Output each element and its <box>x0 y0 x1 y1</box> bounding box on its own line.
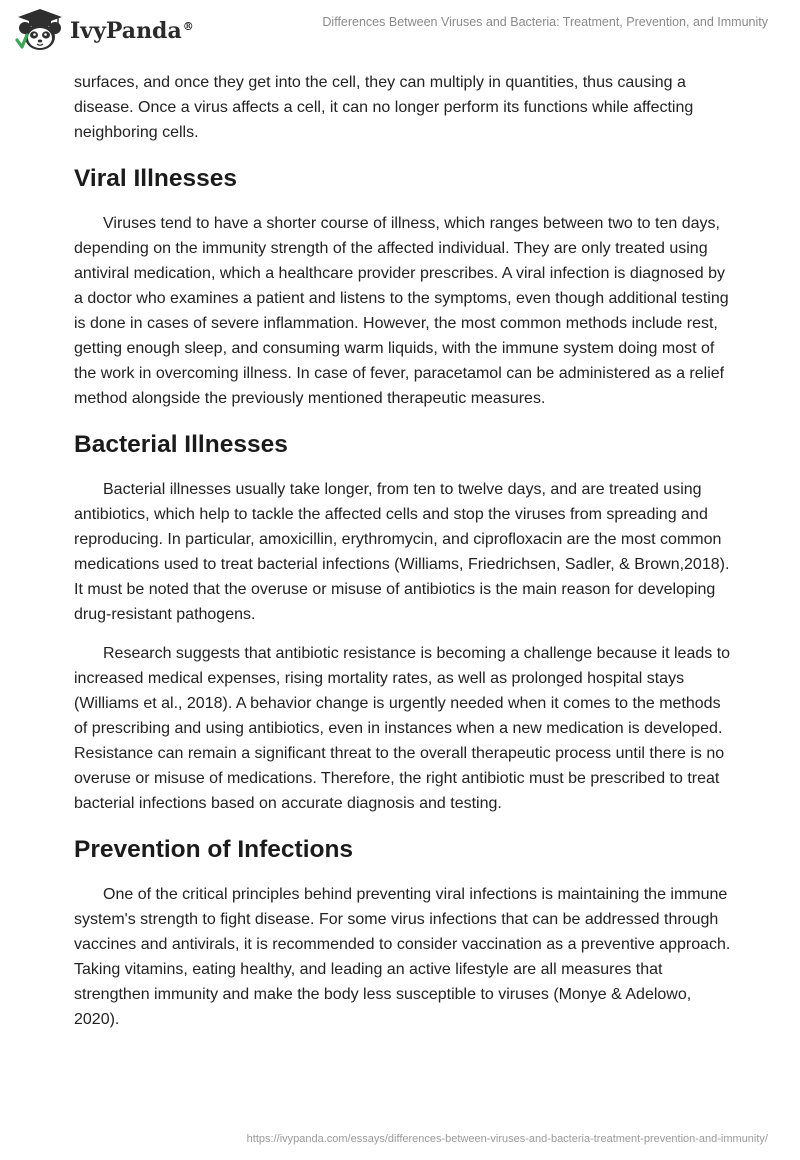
viral-paragraph: Viruses tend to have a shorter course of illness, which ranges between two to ten days, depending on the immunity strength of the affected individual. They are only treated using antiviral medication, which a healthcare provider prescribes. A viral infection is diagnosed by a doctor who examines a patient and listens to the symptoms, even though additional testing is done in cases of severe inflammation. However, the most common methods include rest, getting enough sleep, and consuming warm liquids, with the immune system doing most of the work in overcoming illness. In case of fever, paracetamol can be administered as a relief method alongside the previously mentioned therapeutic measures. <box>74 215 729 407</box>
intro-paragraph: surfaces, and once they get into the cell, they can multiply in quantities, thus causing a disease. Once a virus affects a cell, it can no longer perform its functions while affecting neighboring cells. <box>74 74 694 141</box>
bacterial-paragraph-2: Research suggests that antibiotic resistance is becoming a challenge because it leads to increased medical expenses, rising mortality rates, as well as prolonged hospital stays (Williams et al., 2018). A behavior change is urgently needed when it comes to the methods of prescribing and using antibiotics, even in instances when a new medication is developed. Resistance can remain a significant threat to the overall therapeutic process until there is no overuse or misuse of medications. Therefore, the right antibiotic must be prescribed to treat bacterial infections based on accurate diagnosis and testing. <box>74 645 731 812</box>
heading-viral-illnesses: Viral Illnesses <box>74 165 237 192</box>
brand-logo[interactable] <box>14 8 194 52</box>
panda-graduate-icon <box>14 7 66 53</box>
bacterial-paragraph-1: Bacterial illnesses usually take longer, from ten to twelve days, and are treated using antibiotics, which help to tackle the affected cells and stop the viruses from spreading and reproducing. In particular, amoxicillin, erythromycin, and ciprofloxacin are the most common medications used to treat bacterial infections (Williams, Friedrichsen, Sadler, & Brown,2018). It must be noted that the overuse or misuse of antibiotics is the main reason for developing drug-resistant pathogens. <box>74 481 730 623</box>
document-title: Differences Between Viruses and Bacteria: Treatment, Prevention, and Immunity <box>322 15 768 29</box>
brand-name: IvyPanda® <box>70 18 194 44</box>
heading-bacterial-illnesses: Bacterial Illnesses <box>74 431 288 458</box>
essay-body <box>74 70 734 1046</box>
heading-prevention-of-infections: Prevention of Infections <box>74 836 354 863</box>
prevention-paragraph: One of the critical principles behind preventing viral infections is maintaining the immune system's strength to fight disease. For some virus infections that can be addressed through vaccines and antivirals, it is recommended to consider vaccination as a preventive approach. Taking vitamins, eating healthy, and leading an active lifestyle are all measures that strengthen immunity and make the body less susceptible to viruses (Monye & Adelowo, 2020). <box>74 886 731 1028</box>
source-url[interactable]: https://ivypanda.com/essays/differences-between-viruses-and-bacteria-treatment-prevention-and-immunity/ <box>246 1133 768 1145</box>
page-header <box>0 0 800 60</box>
